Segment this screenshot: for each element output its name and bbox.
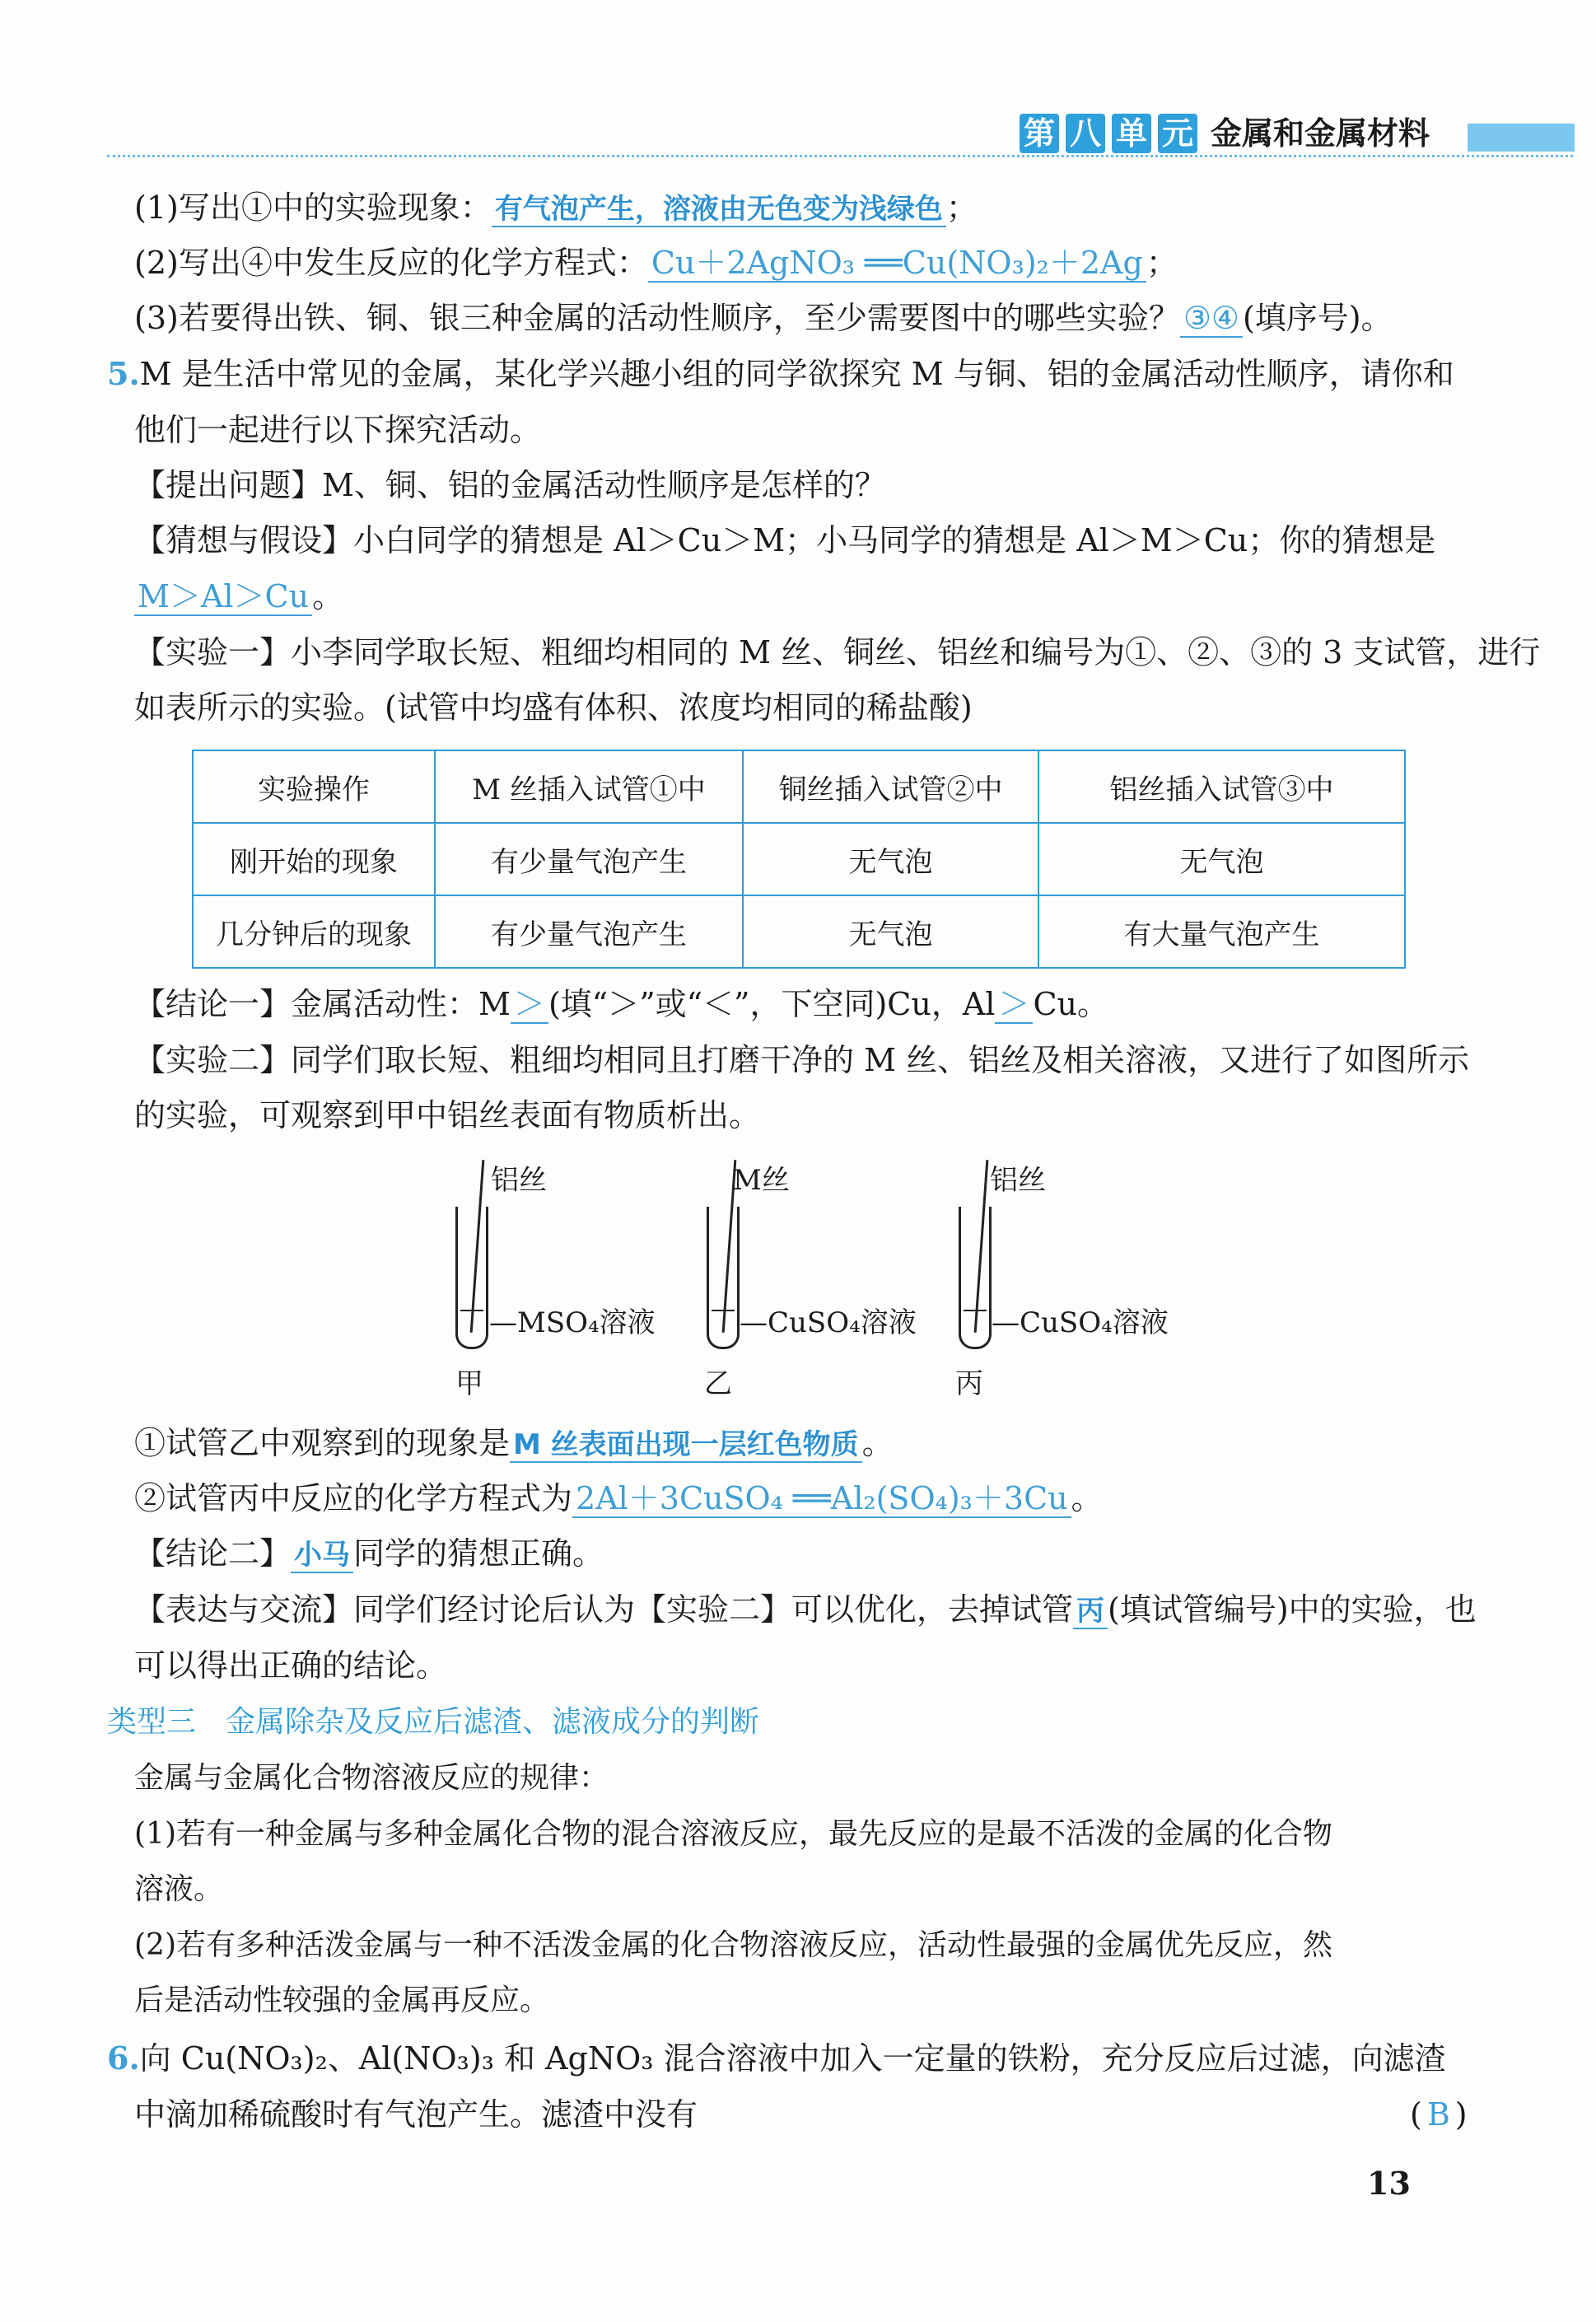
unit-badge-char: 第 (1020, 114, 1059, 153)
test-tube-icon (959, 1207, 992, 1349)
header-dotted-rule (107, 155, 1573, 157)
liquid-level (712, 1310, 735, 1311)
q5-observation1: ①试管乙中观察到的现象是 M 丝表面出现一层红色物质 。 (134, 1425, 894, 1461)
table-cell: M 丝插入试管①中 (435, 750, 743, 823)
rule2-line2: 后是活动性较强的金属再反应。 (134, 1983, 550, 2017)
rule1-line2: 溶液。 (134, 1872, 224, 1906)
rule1-line1: (1)若有一种金属与多种金属化合物的混合溶液反应，最先反应的是最不活泼的金属的化合物 (134, 1817, 1332, 1851)
table-row (193, 895, 1405, 968)
tube-wire-label: 铝丝 (491, 1164, 547, 1197)
table-cell: 几分钟后的现象 (193, 895, 435, 968)
table-cell: 铜丝插入试管②中 (743, 750, 1038, 823)
unit-badge-char: 单 (1112, 114, 1151, 153)
answer: ＞ (511, 986, 548, 1024)
experiment-table (192, 750, 1406, 969)
q5-hypothesis-answer: M＞Al＞Cu 。 (134, 577, 343, 616)
q5-observation2: ②试管丙中反应的化学方程式为 2Al＋3CuSO₄ ══Al₂(SO₄)₃＋3Cu 。 (134, 1480, 1103, 1516)
q4-part2: (2)写出④中发生反应的化学方程式： Cu＋2AgNO₃ ══Cu(NO₃)₂＋2Ag ； (134, 245, 1178, 281)
table-cell: 有少量气泡产生 (435, 895, 743, 968)
unit-badge-char: 元 (1158, 114, 1197, 153)
tube-name: 丙 (955, 1367, 983, 1400)
tube-solution-label: —CuSO₄溶液 (740, 1306, 917, 1339)
table-header-row (193, 750, 1405, 823)
answer: 2Al＋3CuSO₄ ══Al₂(SO₄)₃＋3Cu (572, 1480, 1071, 1518)
q6-answer-bracket: ( B ) (1410, 2096, 1468, 2133)
q5-exp1-line1: 【实验一】小李同学取长短、粗细均相同的 M 丝、铜丝、铝丝和编号为①、②、③的 3 支试管，进行 (134, 634, 1541, 670)
answer: 丙 (1073, 1595, 1108, 1629)
q5-intro-line1: 5.M 是生活中常见的金属，某化学兴趣小组的同学欲探究 M 与铜、铝的金属活动性顺序，请你和 (107, 355, 1454, 392)
q5-conclusion1: 【结论一】金属活动性：M ＞ (填“＞”或“＜”，下空同)Cu，Al ＞ Cu。 (134, 986, 1109, 1022)
q5-hypothesis: 【猜想与假设】小白同学的猜想是 Al＞Cu＞M；小马同学的猜想是 Al＞M＞Cu；你的猜想是 (134, 522, 1436, 558)
q4-part3: (3)若要得出铁、铜、银三种金属的活动性顺序，至少需要图中的哪些实验？ ③④ (填序号)。 (134, 300, 1393, 336)
table-cell: 刚开始的现象 (193, 823, 435, 895)
table-row (193, 823, 1405, 895)
q5-intro-line2: 他们一起进行以下探究活动。 (134, 412, 542, 448)
tube-name: 甲 (455, 1367, 483, 1400)
q5-question: 【提出问题】M、铜、铝的金属活动性顺序是怎样的？ (134, 467, 886, 503)
tube-solution-label: —MSO₄溶液 (489, 1306, 656, 1339)
table-cell: 无气泡 (1038, 823, 1405, 895)
tube-wire-label: 铝丝 (990, 1164, 1046, 1197)
q6-line2: 中滴加稀硫酸时有气泡产生。滤渣中没有 (134, 2096, 698, 2133)
rule-heading: 金属与金属化合物溶液反应的规律： (134, 1761, 609, 1795)
header-title: 金属和金属材料 (1211, 115, 1430, 152)
question-number: 6. (107, 2039, 140, 2077)
tube-wire-label: M丝 (733, 1164, 790, 1197)
tube-solution-label: —CuSO₄溶液 (992, 1306, 1169, 1339)
q6-line1: 6.向 Cu(NO₃)₂、Al(NO₃)₃ 和 AgNO₃ 混合溶液中加入一定量的铁粉，充分反应后过滤，向滤渣 (107, 2039, 1446, 2077)
table-cell: 实验操作 (193, 750, 435, 823)
answer: B (1426, 2096, 1450, 2133)
q5-exp1-line2: 如表所示的实验。(试管中均盛有体积、浓度均相同的稀盐酸) (134, 689, 973, 726)
table-cell: 有大量气泡产生 (1038, 895, 1405, 968)
question-number: 5. (107, 355, 140, 392)
tube-name: 乙 (704, 1367, 732, 1400)
answer: Cu＋2AgNO₃ ══Cu(NO₃)₂＋2Ag (648, 245, 1146, 283)
answer: 有气泡产生，溶液由无色变为浅绿色 (492, 193, 946, 227)
q5-exp2-line2: 的实验，可观察到甲中铝丝表面有物质析出。 (134, 1097, 761, 1133)
q4-part1: (1)写出①中的实验现象： 有气泡产生，溶液由无色变为浅绿色 ； (134, 189, 978, 226)
rule2-line1: (2)若有多种活泼金属与一种不活泼金属的化合物溶液反应，活动性最强的金属优先反应，然 (134, 1928, 1332, 1962)
page-number: 13 (1367, 2165, 1411, 2202)
q5-expression-line1: 【表达与交流】同学们经讨论后认为【实验二】可以优化，去掉试管 丙 (填试管编号)中的实验，也 (134, 1591, 1477, 1628)
q5-conclusion2: 【结论二】 小马 同学的猜想正确。 (134, 1535, 604, 1572)
table-cell: 铝丝插入试管③中 (1038, 750, 1405, 823)
table-cell: 有少量气泡产生 (435, 823, 743, 895)
test-tube-icon (455, 1207, 488, 1349)
liquid-level (964, 1310, 987, 1311)
answer: M 丝表面出现一层红色物质 (510, 1428, 862, 1463)
answer: M＞Al＞Cu (134, 578, 312, 616)
answer: ＞ (995, 986, 1033, 1024)
table-cell: 无气泡 (743, 823, 1038, 895)
unit-badge-char: 八 (1066, 114, 1105, 153)
test-tube-icon (707, 1207, 740, 1349)
q5-expression-line2: 可以得出正确的结论。 (134, 1647, 448, 1684)
q5-exp2-line1: 【实验二】同学们取长短、粗细均相同且打磨干净的 M 丝、铝丝及相关溶液，又进行了如图所示 (134, 1042, 1470, 1078)
section-title: 类型三 金属除杂及反应后滤渣、滤液成分的判断 (107, 1705, 760, 1739)
answer: 小马 (291, 1539, 353, 1573)
liquid-level (460, 1310, 483, 1311)
table-cell: 无气泡 (743, 895, 1038, 968)
answer: ③④ (1180, 300, 1243, 338)
header-accent-bar (1468, 124, 1575, 152)
